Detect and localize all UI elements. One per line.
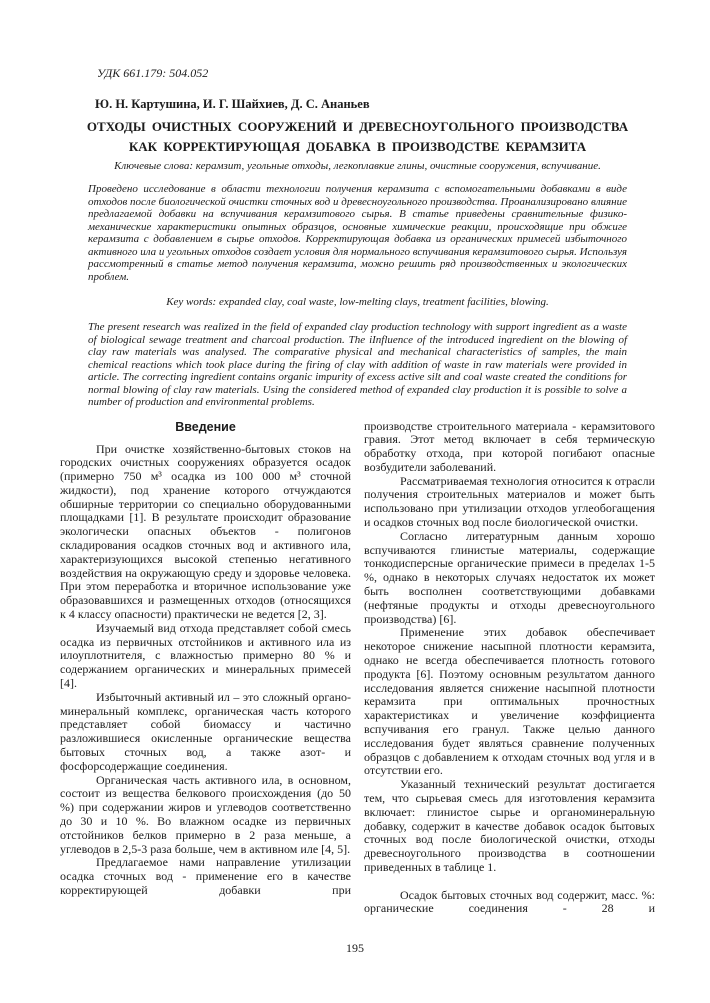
paper-title-line-2: КАК КОРРЕКТИРУЮЩАЯ ДОБАВКА В ПРОИЗВОДСТВЕ КЕРАМЗИТА bbox=[128, 139, 587, 154]
body-paragraph: Изучаемый вид отхода представляет собой смесь осадка из первичных отстойников и активного ила из илоуплотнителя, с влажностью примерно 80 % и содержанием органических и минеральных примесей [4]. bbox=[60, 620, 351, 691]
udc-line: УДК 661.179: 504.052 bbox=[97, 66, 209, 80]
section-heading-introduction: Введение bbox=[175, 419, 236, 434]
body-paragraph: При очистке хозяйственно-бытовых стоков на городских очистных сооружениях образуется осадок (примерно 750 м³ осадка из 100 000 м³ сточной жидкости), под хранение которого отчуждаются обширные территории со специально оборудованными площадками [1]. В результате происходит образование экологически опасных объектов - полигонов складирования осадков сточных вод и активного ила, характеризующихся высокой степенью негативного воздействия на окружающую среду и здоровье человека. При этом переработка и вторичное использование уже образовавшихся и размещенных отходов (относящихся к 4 классу опасности) практически не ведется [2, 3]. bbox=[60, 441, 351, 622]
body-paragraph: Предлагаемое нами направление утилизации осадка сточных вод - применение его в качестве корректирующей добавки при bbox=[60, 855, 351, 897]
page-content bbox=[60, 0, 655, 916]
abstract-russian: Проведено исследование в области технологии получения керамзита с вспомогательными добавками в виде отходов после биологической очистки сточных вод и древесноугольного производства. Проанализировано влияние предлагаемой добавки на вспучивания керамзитового сырья. В статье приведены сравнительные физико-механические характеристики опытных образцов, основные химические реакции, происходящие при обжиге керамзита с добавлением в сырье отходов. Корректирующая добавка из органических примесей избыточного активного ила и угольных отходов создает условия для нормального вспучивания керамзитового сырья. Используя рассмотренный в статье метод получения керамзита, можно решить ряд производственных и экологических проблем. bbox=[88, 183, 627, 283]
abstract-english: The present research was realized in the field of expanded clay production technology with support ingredient as a waste of biological sewage treatment and charcoal production. The iInfluence of the introduced ingredient on the blowing of clay raw materials was analysed. The comparative physical and mechanical characteristics of samples, the main chemical reactions which took place during the firing of clay with addition of waste in raw materials were provided in article. The correcting ingredient contains organic impurity of excess active silt and coal waste created the conditions for normal blowing of clay raw materials. Using the considered method of expanded clay production it is possible to solve a number of production and environmental problems. bbox=[88, 321, 627, 408]
right-column bbox=[364, 420, 655, 917]
body-paragraph: Указанный технический результат достигается тем, что сырьевая смесь для изготовления керамзита включает: глинистое сырье и органоминеральную добавку, содержит в качестве добавок осадок бытовых сточных вод после биологической очистки, отходы древесноугольного производства в соотношении приведенных в таблице 1. bbox=[364, 777, 655, 874]
keywords-russian: Ключевые слова: керамзит, угольные отходы, легкоплавкие глины, очистные сооружения, вспучивание. bbox=[114, 160, 601, 172]
body-paragraph: Рассматриваемая технология относится к отрасли получения строительных материалов и может быть использовано при утилизации отходов углеобогащения и осадков сточных вод после биологической очистки. bbox=[364, 473, 655, 530]
body-paragraph: Применение этих добавок обеспечивает некоторое снижение насыпной плотности керамзита, однако не всегда обеспечивается плотность готового продукта [6]. Поэтому основным результатом данного исследования является снижение насыпной плотности керамзита при оптимальных прочностных характеристиках и увеличение коэффициента вспучивания его гранул. Также целью данного исследования будет являться сравнение полученных образцов с добавлением к отходам сточных вод угля и в отсутствии его. bbox=[364, 625, 655, 778]
body-paragraph: Осадок бытовых сточных вод содержит, масс. %: органические соединения - 28 и bbox=[364, 887, 655, 916]
paper-title bbox=[60, 117, 655, 157]
body-paragraph: Избыточный активный ил – это сложный органо-минеральный комплекс, органическая часть которого представляет собой биомассу и частично разложившиеся окисленные органические вещества бытовых сточных вод, а также азот- и фосфорсодержащие соединения. bbox=[60, 689, 351, 773]
body-paragraph: Согласно литературным данным хорошо вспучиваются глинистые материалы, содержащие тонкодисперсные органические примеси в пределах 1-5 %, однако в некоторых случаях недостаток их может быть восполнен соответствующими добавками (нефтяные продукты и отходы древесноугольного производства) [6]. bbox=[364, 528, 655, 626]
two-column-body bbox=[60, 420, 655, 917]
body-paragraph: производстве строительного материала - керамзитового гравия. Этот метод включает в себя термическую обработку отхода, при которой погибают опасные возбудители заболеваний. bbox=[364, 418, 655, 474]
page-number: 195 bbox=[346, 941, 364, 955]
left-column bbox=[60, 420, 351, 917]
keywords-english: Key words: expanded clay, coal waste, low-melting clays, treatment facilities, blowing. bbox=[166, 296, 549, 308]
paper-title-line-1: ОТХОДЫ ОЧИСТНЫХ СООРУЖЕНИЙ И ДРЕВЕСНОУГОЛЬНОГО ПРОИЗВОДСТВА bbox=[86, 119, 629, 134]
authors-line: Ю. Н. Картушина, И. Г. Шайхиев, Д. С. Ананьев bbox=[95, 97, 370, 111]
body-paragraph: Органическая часть активного ила, в основном, состоит из вещества белкового происхождения (до 50 %) при содержании жиров и углеводов соответственно до 30 и 10 %. Во влажном осадке из первичных отстойников белков примерно в 2 раза меньше, а углеводов в 2,5-3 раза больше, чем в активном иле [4, 5]. bbox=[60, 772, 351, 856]
